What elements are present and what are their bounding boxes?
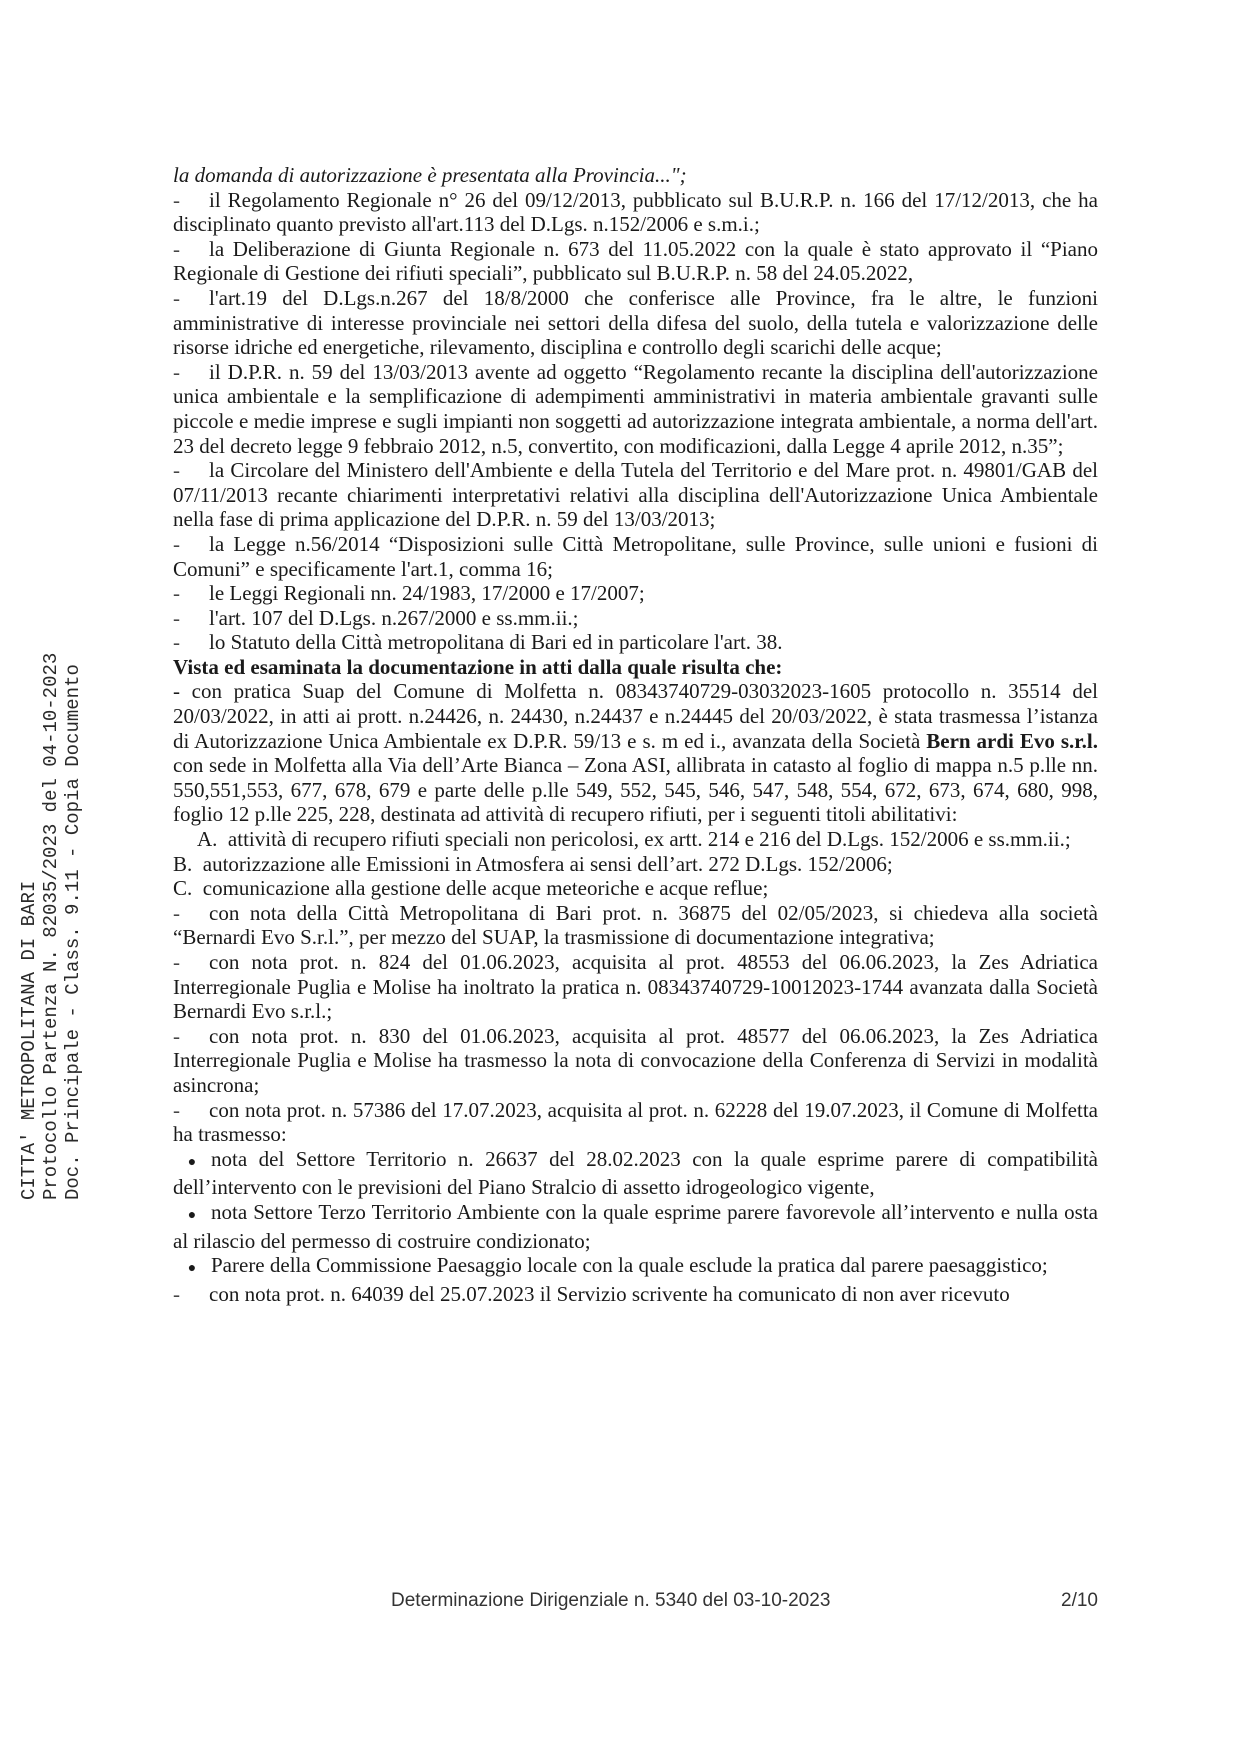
list-item: - il D.P.R. n. 59 del 13/03/2013 avente ad oggetto “Regolamento recante la disciplina dell'autorizzazione unica ambientale e la semplificazione di adempimenti amministrativi in materia ambientale gravanti sulle piccole e medie imprese e sugli impianti non soggetti ad autorizzazione integrata ambientale, a norma dell'art. 23 del decreto legge 9 febbraio 2012, n.5, convertito, con modificazioni, dalla Legge 4 aprile 2012, n.35”;: [173, 359, 1098, 458]
page-number: 2/10: [1061, 1590, 1098, 1611]
list-item: - la Deliberazione di Giunta Regionale n. 673 del 11.05.2022 con la quale è stato approvato il “Piano Regionale di Gestione dei rifiuti speciali”, pubblicato sul B.U.R.P. n. 58 del 24.05.2022,: [173, 236, 1098, 286]
intro-line: la domanda di autorizzazione è presentata alla Provincia...";: [173, 163, 687, 187]
list-item: - la Circolare del Ministero dell'Ambiente e della Tutela del Territorio e del Mare prot. n. 49801/GAB del 07/11/2013 recante chiarimenti interpretativi relativi alla disciplina dell'Autorizzazione Unica Ambientale nella fase di prima applicazione del D.P.R. n. 59 del 13/03/2013;: [173, 458, 1098, 532]
list-item: - l'art.19 del D.Lgs.n.267 del 18/8/2000 che conferisce alle Province, fra le altre, le funzioni amministrative di interesse provinciale nei settori della difesa del suolo, della tutela e valorizzazione delle risorse idriche ed energetiche, rilevamento, disciplina e controllo degli scarichi delle acque;: [173, 285, 1098, 360]
bullet-item: ● Parere della Commissione Paesaggio locale con la quale esclude la pratica dal parere paesaggistico;: [173, 1253, 1098, 1282]
title-item: B. autorizzazione alle Emissioni in Atmosfera ai sensi dell’art. 272 D.Lgs. 152/2006;: [173, 851, 893, 876]
bullet-icon: ●: [187, 1261, 197, 1277]
document-body: [173, 163, 1098, 1306]
bullet-item: ● nota Settore Terzo Territorio Ambiente con la quale esprime parere favorevole all’intervento e nulla osta al rilascio del permesso di costruire condizionato;: [173, 1199, 1098, 1253]
list-item: - con nota prot. n. 830 del 01.06.2023, acquisita al prot. 48577 del 06.06.2023, la Zes Adriatica Interregionale Puglia e Molise ha trasmesso la nota di convocazione della Conferenza di Servizi in modalità asincrona;: [173, 1023, 1098, 1097]
bullet-icon: ●: [187, 1207, 197, 1223]
list-item: - la Legge n.56/2014 “Disposizioni sulle Città Metropolitane, sulle Province, sulle unioni e fusioni di Comuni” e specificamente l'art.1, comma 16;: [173, 531, 1098, 581]
stamp-line: CITTA' METROPOLITANA DI BARI: [18, 880, 40, 1200]
stamp-line: Doc. Principale - Class. 9.11 - Copia Documento: [62, 664, 84, 1200]
list-item: - con nota prot. n. 824 del 01.06.2023, acquisita al prot. 48553 del 06.06.2023, la Zes Adriatica Interregionale Puglia e Molise ha inoltrato la pratica n. 08343740729-10012023-1744 avanzata dalla Società Bernardi Evo s.r.l.;: [173, 950, 1098, 1024]
title-item: C. comunicazione alla gestione delle acque meteoriche e acque reflue;: [173, 876, 769, 901]
bullet-icon: ●: [187, 1154, 197, 1170]
practice-paragraph: - con pratica Suap del Comune di Molfetta n. 08343740729-03032023-1605 protocollo n. 35514 del 20/03/2022, in atti ai prott. n.24426, n. 24430, n.24437 e n.24445 del 20/03/2022, è stata trasmessa l’istanza di Autorizzazione Unica Ambientale ex D.P.R. 59/13 e s. m ed i., avanzata della Società Bern ardi Evo s.r.l. con sede in Molfetta alla Via dell’Arte Bianca – Zona ASI, allibrata in catasto al foglio di mappa n.5 p.lle nn. 550,551,553, 677, 678, 679 e parte delle p.lle 549, 552, 545, 546, 547, 548, 554, 672, 673, 674, 680, 998, foglio 12 p.lle 225, 228, destinata ad attività di recupero rifiuti, per i seguenti titoli abilitativi:: [173, 679, 1098, 827]
list-item: - lo Statuto della Città metropolitana di Bari ed in particolare l'art. 38.: [173, 630, 783, 655]
list-item: - il Regolamento Regionale n° 26 del 09/12/2013, pubblicato sul B.U.R.P. n. 166 del 17/12/2013, che ha disciplinato quanto previsto all'art.113 del D.Lgs. n.152/2006 e s.m.i.;: [173, 187, 1098, 237]
bullet-item: ● nota del Settore Territorio n. 26637 del 28.02.2023 con la quale esprime parere di compatibilità dell’intervento con le previsioni del Piano Stralcio di assetto idrogeologico vigente,: [173, 1146, 1098, 1200]
company-name: Bern ardi Evo s.r.l.: [926, 728, 1098, 753]
title-item: A. attività di recupero rifiuti speciali non pericolosi, ex artt. 214 e 216 del D.Lgs. 152/2006 e ss.mm.ii.;: [197, 827, 1071, 852]
list-item: - le Leggi Regionali nn. 24/1983, 17/2000 e 17/2007;: [173, 581, 645, 606]
list-item: - con nota prot. n. 57386 del 17.07.2023, acquisita al prot. n. 62228 del 19.07.2023, il Comune di Molfetta ha trasmesso:: [173, 1097, 1098, 1147]
list-item: - con nota della Città Metropolitana di Bari prot. n. 36875 del 02/05/2023, si chiedeva alla società “Bernardi Evo S.r.l.”, per mezzo del SUAP, la trasmissione di documentazione integrativa;: [173, 900, 1098, 950]
section-heading: Vista ed esaminata la documentazione in atti dalla quale risulta che:: [173, 654, 783, 679]
protocol-stamp: [18, 580, 88, 1200]
list-item: - l'art. 107 del D.Lgs. n.267/2000 e ss.mm.ii.;: [173, 605, 579, 630]
list-item: - con nota prot. n. 64039 del 25.07.2023 il Servizio scrivente ha comunicato di non aver ricevuto: [173, 1281, 1010, 1306]
determination-ref: Determinazione Dirigenziale n. 5340 del 03-10-2023: [391, 1590, 831, 1611]
stamp-line: Protocollo Partenza N. 82035/2023 del 04-10-2023: [40, 652, 62, 1200]
